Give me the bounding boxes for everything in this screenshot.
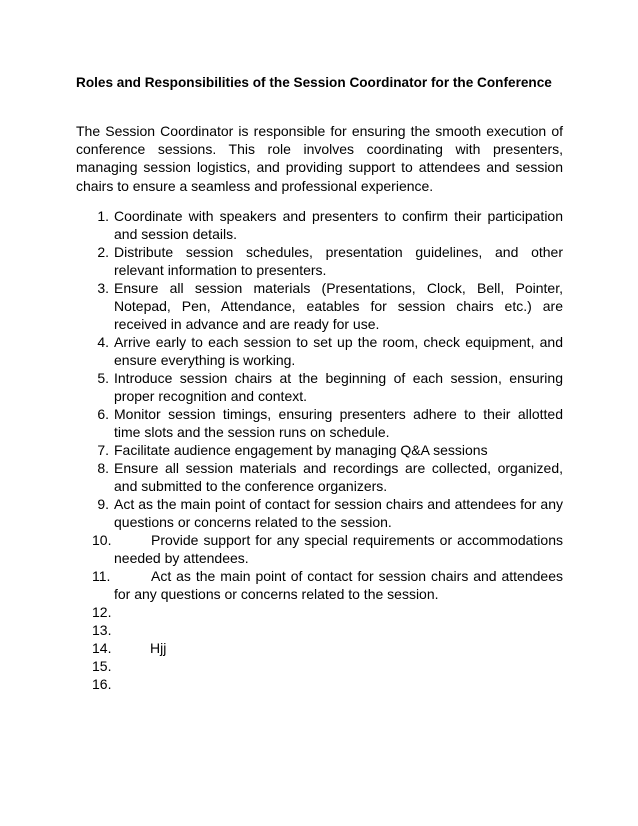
- item-number: 4.: [97, 334, 109, 350]
- list-item: [0, 369, 638, 405]
- list-item: [0, 675, 638, 693]
- list-item: [0, 603, 638, 621]
- item-number: 14.: [92, 640, 112, 656]
- item-text: Monitor session timings, ensuring presenters adhere to their allotted time slots and the session runs on schedule.: [114, 406, 563, 440]
- item-number: 6.: [97, 406, 109, 422]
- item-number: 16.: [92, 676, 112, 692]
- item-number: 7.: [97, 442, 109, 458]
- list-item: [0, 639, 638, 657]
- list-item: [0, 657, 638, 675]
- item-number: 3.: [97, 280, 109, 296]
- item-text: Arrive early to each session to set up the room, check equipment, and ensure everything is working.: [114, 334, 563, 368]
- intro-paragraph: The Session Coordinator is responsible for ensuring the smooth execution of conference sessions. This role involves coordinating with presenters, managing session logistics, and providing support to attendees and session chairs to ensure a seamless and professional experience.: [76, 123, 563, 194]
- item-number: 10.: [92, 532, 112, 548]
- item-text: Hjj: [150, 640, 167, 656]
- list-item: [0, 207, 638, 243]
- list-item: [0, 495, 638, 531]
- list-item: [0, 333, 638, 369]
- item-number: 5.: [97, 370, 109, 386]
- item-number: 9.: [97, 496, 109, 512]
- list-item: [0, 531, 638, 567]
- item-text: Introduce session chairs at the beginning of each session, ensuring proper recognition and context.: [114, 370, 563, 404]
- item-text: Ensure all session materials and recordings are collected, organized, and submitted to the conference organizers.: [114, 460, 563, 494]
- item-number: 13.: [92, 622, 112, 638]
- list-item: [0, 621, 638, 639]
- item-number: 12.: [92, 604, 112, 620]
- item-number: 2.: [97, 244, 109, 260]
- item-text: Coordinate with speakers and presenters to confirm their participation and session details.: [114, 208, 563, 242]
- item-text: Provide support for any special requirements or accommodations needed by attendees.: [114, 532, 563, 566]
- responsibilities-list: [0, 207, 638, 693]
- list-item: [0, 459, 638, 495]
- item-number: 15.: [92, 658, 112, 674]
- item-number: 1.: [97, 208, 109, 224]
- document-title: Roles and Responsibilities of the Session Coordinator for the Conference: [76, 75, 552, 90]
- list-item: [0, 279, 638, 333]
- item-text: Act as the main point of contact for session chairs and attendees for any questions or concerns related to the session.: [114, 568, 563, 602]
- list-item: [0, 441, 638, 459]
- item-text: Distribute session schedules, presentation guidelines, and other relevant information to presenters.: [114, 244, 563, 278]
- item-text: Ensure all session materials (Presentations, Clock, Bell, Pointer, Notepad, Pen, Attendance, eatables for session chairs etc.) are received in advance and are ready for use.: [114, 280, 563, 332]
- item-text: Facilitate audience engagement by managing Q&A sessions: [114, 442, 488, 458]
- list-item: [0, 567, 638, 603]
- item-number: 11.: [92, 568, 111, 584]
- list-item: [0, 243, 638, 279]
- list-item: [0, 405, 638, 441]
- item-number: 8.: [97, 460, 109, 476]
- item-text: Act as the main point of contact for session chairs and attendees for any questions or concerns related to the session.: [114, 496, 563, 530]
